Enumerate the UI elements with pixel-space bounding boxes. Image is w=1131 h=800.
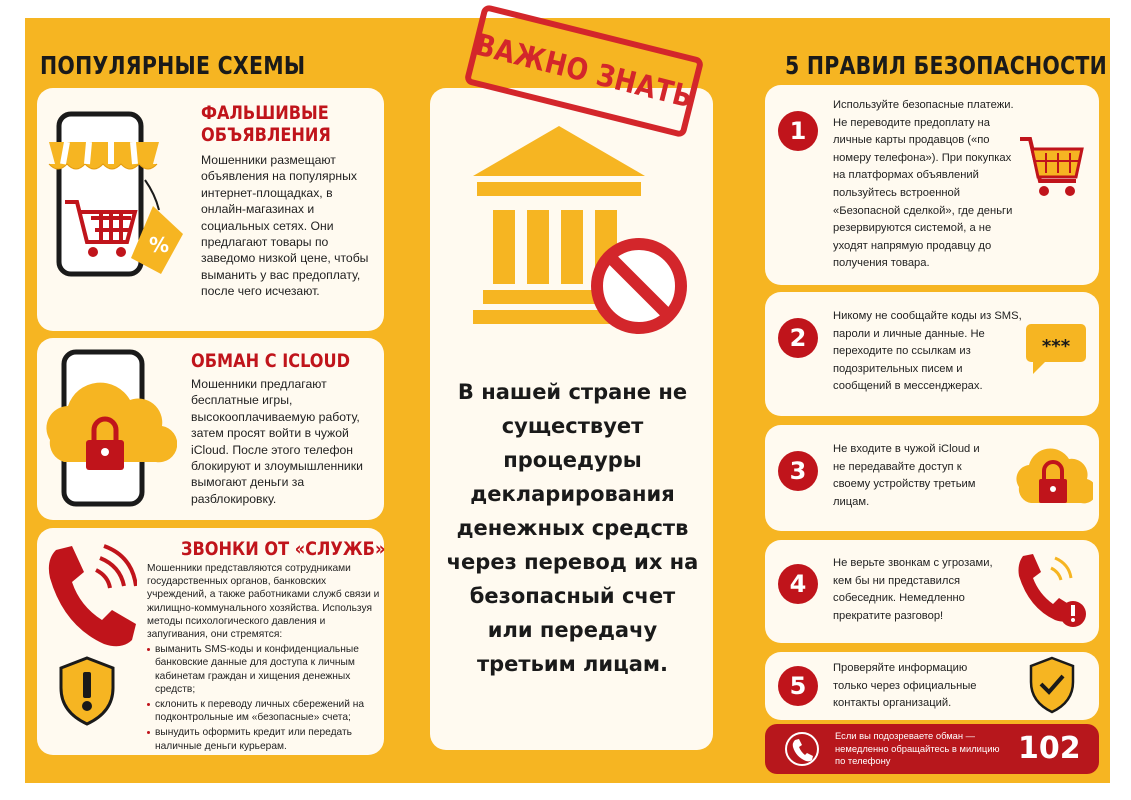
hotline-bar [765,724,1099,774]
message-bubble-text: *** [1041,336,1071,357]
rule-number: 3 [778,451,818,491]
center-statement: В нашей стране не существует процедуры декларирования денежных средств через перевод их на безопасный счет или передачу третьим лицам. [446,380,699,676]
shield-warning-icon [57,656,117,726]
rule-text: Проверяйте информацию только через официальные контакты организаций. [833,662,977,710]
shield-check-icon [1027,656,1077,716]
percent-tag-text: % [149,233,170,257]
scheme-bullets [147,643,382,753]
hotline-text: Если вы подозреваете обман — немедленно обращайтесь в милицию по телефону [835,730,1000,766]
scheme-card-icloud [37,338,384,520]
cloud-lock-icon [1013,439,1093,509]
bank-forbidden-icon [463,118,708,348]
scheme-card-calls [37,528,384,755]
rule-card-3 [765,425,1099,531]
phone-icon [785,732,819,766]
shopping-cart-icon [1018,135,1086,205]
scheme-bullet: вынудить оформить кредит или передать наличные деньги курьерам. [147,726,382,752]
scheme-card-fake-ads [37,88,384,331]
rule-number: 1 [778,111,818,151]
rule-card-5 [765,652,1099,720]
rule-card-4 [765,540,1099,643]
scheme-text-icloud: Мошенники предлагают бесплатные игры, высокооплачиваемую работу, затем просят войти в чужой iCloud. После этого телефон блокируют и злоумышленники вымогают деньги за разблокировку. [191,377,363,506]
scheme-title-line2: ОБЪЯВЛЕНИЯ [201,124,331,146]
rule-card-2 [765,292,1099,416]
scheme-title-fake-ads [201,102,331,146]
rule-text: Используйте безопасные платежи. Не переводите предоплату на личные карты продавцов («по номеру телефона»). При покупках на платформах объявлений пользуйтесь встроенной «Безопасной сделкой», где деньги резервируются системой, а не уходят напрямую продавцу до получения товара. [833,99,1014,270]
scheme-title-icloud: ОБМАН С ICLOUD [191,350,351,372]
scheme-title-calls: ЗВОНКИ ОТ «СЛУЖБ» [181,538,386,560]
rule-card-1 [765,85,1099,285]
scheme-title-line1: ФАЛЬШИВЫЕ [201,102,329,124]
scheme-text-calls [147,562,382,753]
left-header: ПОПУЛЯРНЫЕ СХЕМЫ [40,51,306,80]
phone-alert-icon [1015,552,1090,632]
scheme-bullet: выманить SMS-коды и конфиденциальные банковские данные для доступа к личным кабинетам граждан и хищения денежных средств; [147,643,382,696]
rule-number: 2 [778,318,818,358]
rule-number: 4 [778,564,818,604]
stamp-text: ВАЖНО ЗНАТЬ [471,27,697,115]
scheme-bullet: склонить к переводу личных сбережений на подконтрольные им «безопасные» счета; [147,698,382,724]
scheme-text-calls-intro: Мошенники представляются сотрудниками государственных органов, банковских учреждений, а также работниками служб связи и жилищно-коммунального хозяйства. Используя методы психологического давления и запугивания, они стремятся: [147,563,380,641]
rule-text: Никому не сообщайте коды из SMS, пароли и личные данные. Не переходите по ссылкам из подозрительных писем и сообщений в мессенджерах. [833,310,1022,393]
right-header: 5 ПРАВИЛ БЕЗОПАСНОСТИ [785,51,1108,80]
hotline-number: 102 [1018,731,1081,766]
rule-text: Не входите в чужой iCloud и не передавайте доступ к своему устройству третьим лицам. [833,443,980,508]
shop-phone-icon [45,110,190,310]
rule-text: Не верьте звонкам с угрозами, кем бы ни представился собеседник. Немедленно прекратите разговор! [833,557,993,622]
rule-number: 5 [778,666,818,706]
scheme-text-fake-ads: Мошенники размещают объявления на популярных интернет-площадках, в онлайн-магазинах и социальных сетях. Они предлагают товары по заведомо низкой цене, чтобы выманить у вас предоплату, после чего исчезают. [201,153,369,299]
phone-call-icon [42,542,137,652]
cloud-lock-phone-icon [42,348,177,513]
message-bubble-icon [1025,322,1087,377]
